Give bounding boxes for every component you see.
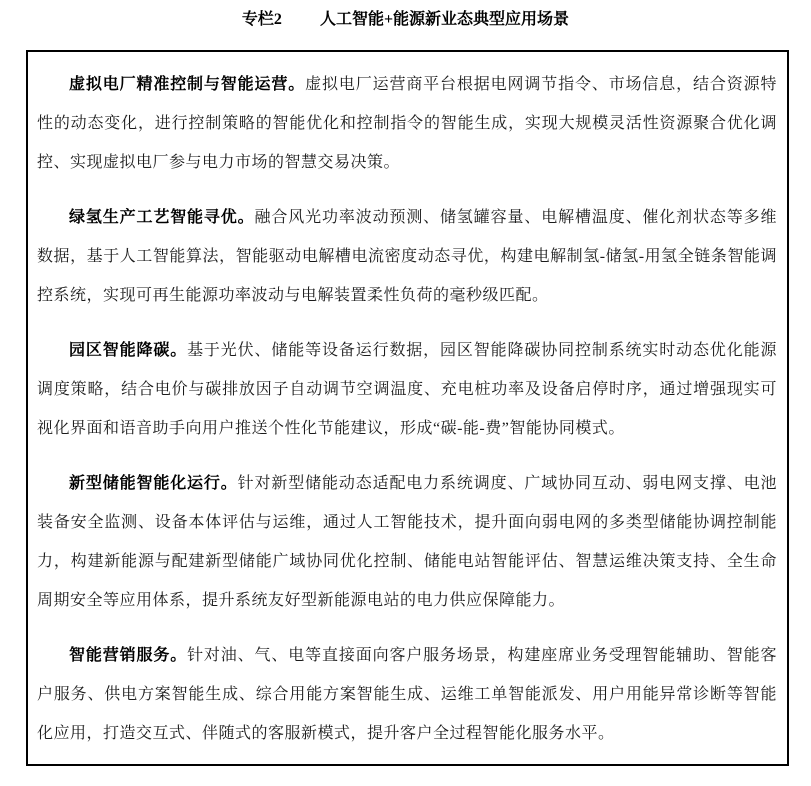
content-panel	[26, 50, 789, 766]
column-number: 专栏2	[241, 11, 282, 28]
paragraph-body: 虚拟电厂运营商平台根据电网调节指令、市场信息，结合资源特性的动态变化，进行控制策略的智能优化和控制指令的智能生成，实现大规模灵活性资源聚合优化调控、实现虚拟电厂参与电力市场的智慧交易决策。	[37, 76, 777, 171]
paragraph-heading: 智能营销服务。	[69, 647, 188, 664]
paragraph-virtual-power-plant	[37, 65, 777, 182]
paragraph-body: 基于光伏、储能等设备运行数据，园区智能降碳协同控制系统实时动态优化能源调度策略，结合电价与碳排放因子自动调节空调温度、充电桩功率及设备启停时序，通过增强现实可视化界面和语音助手向用户推送个性化节能建议，形成“碳-能-费”智能协同模式。	[37, 342, 777, 437]
paragraph-body: 针对新型储能动态适配电力系统调度、广域协同互动、弱电网支撑、电池装备安全监测、设备本体评估与运维，通过人工智能技术，提升面向弱电网的多类型储能协调控制能力，构建新能源与配建新型储能广域协同优化控制、储能电站智能评估、智慧运维决策支持、全生命周期安全等应用体系，提升系统友好型新能源电站的电力供应保障能力。	[37, 475, 777, 609]
paragraph-heading: 虚拟电厂精准控制与智能运营。	[69, 76, 306, 93]
paragraph-park-carbon-reduction	[37, 331, 777, 448]
paragraph-body: 针对油、气、电等直接面向客户服务场景，构建座席业务受理智能辅助、智能客户服务、供电方案智能生成、综合用能方案智能生成、运维工单智能派发、用户用能异常诊断等智能化应用，打造交互式、伴随式的客服新模式，提升客户全过程智能化服务水平。	[37, 647, 777, 742]
paragraph-heading: 新型储能智能化运行。	[69, 475, 238, 492]
paragraph-green-hydrogen	[37, 198, 777, 315]
paragraph-body: 融合风光功率波动预测、储氢罐容量、电解槽温度、催化剂状态等多维数据，基于人工智能算法，智能驱动电解槽电流密度动态寻优，构建电解制氢-储氢-用氢全链条智能调控系统，实现可再生能源功率波动与电解装置柔性负荷的毫秒级匹配。	[37, 209, 777, 304]
page-title	[0, 0, 811, 30]
paragraph-energy-storage	[37, 464, 777, 620]
paragraph-heading: 绿氢生产工艺智能寻优。	[69, 209, 255, 226]
title-text: 人工智能+能源新业态典型应用场景	[319, 11, 570, 28]
paragraph-smart-marketing	[37, 636, 777, 753]
paragraph-heading: 园区智能降碳。	[69, 342, 188, 359]
